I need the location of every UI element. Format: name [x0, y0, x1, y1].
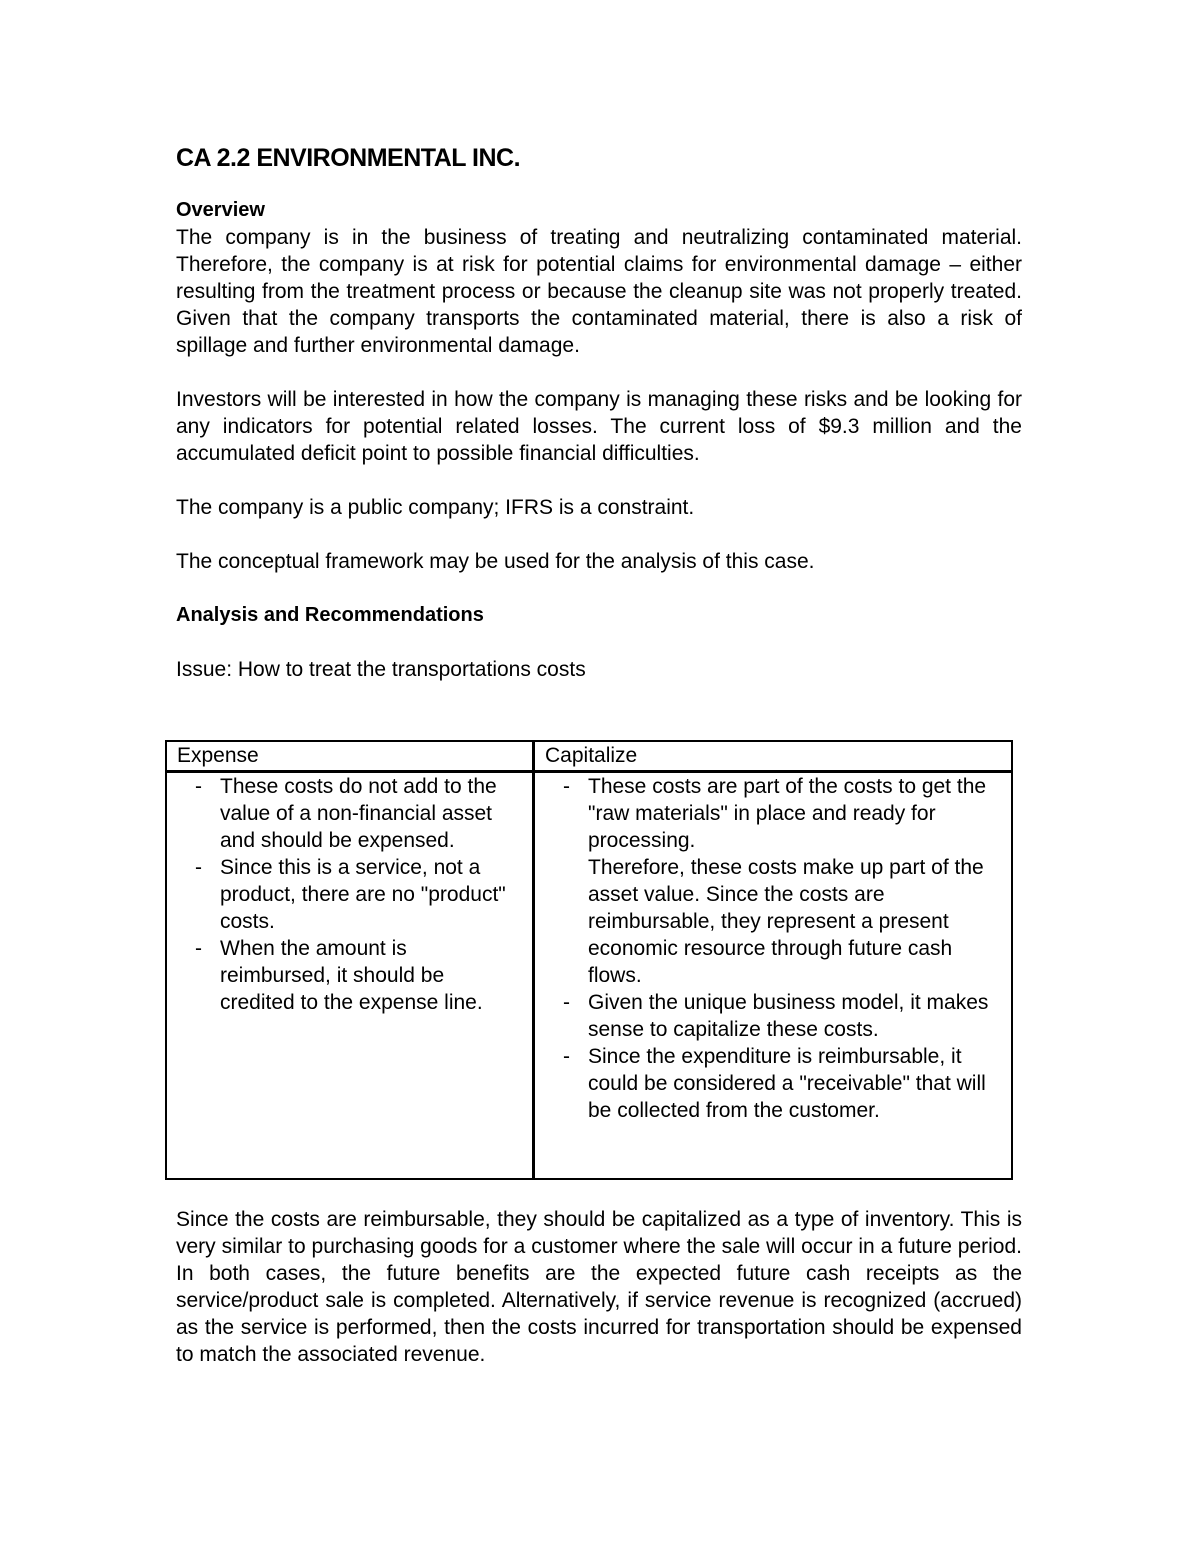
ifrs-paragraph: The company is a public company; IFRS is a constraint.: [176, 496, 695, 519]
document-page: [176, 140, 1022, 683]
expense-list: [177, 773, 522, 1016]
capitalize-cell: [534, 772, 1013, 1180]
table-header-row: [166, 741, 1012, 772]
analysis-heading: Analysis and Recommendations: [176, 604, 484, 626]
capitalize-list: [545, 773, 1001, 1124]
investors-paragraph: Investors will be interested in how the company is managing these risks and be looking for any indicators for potential related losses. The current loss of $9.3 million and the accumulated deficit point to possible financial difficulties.: [176, 388, 1022, 465]
conclusion-paragraph: Since the costs are reimbursable, they should be capitalized as a type of inventory. This is very similar to purchasing goods for a customer where the sale will occur in a future period. In both cases, the future benefits are the expected future cash receipts as the service/product sale is completed. Alternatively, if service revenue is recognized (accrued) as the service is performed, then the costs incurred for transportation should be expensed to match the associated revenue.: [176, 1208, 1022, 1366]
expense-cell: [166, 772, 534, 1180]
header-capitalize: Capitalize: [534, 741, 1013, 772]
list-item: - These costs are part of the costs to get the "raw materials" in place and ready for processing. Therefore, these costs make up part of the asset value. Since the costs are reimbursable, they represent a present economic resource through future cash flows.: [563, 775, 987, 987]
treatment-comparison-table: [165, 740, 1013, 1180]
overview-paragraph: The company is in the business of treating and neutralizing contaminated material. Therefore, the company is at risk for potential claims for environmental damage – either resulting from the treatment process or because the cleanup site was not properly treated. Given that the company transports the contaminated material, there is also a risk of spillage and further environmental damage.: [176, 226, 1022, 357]
list-item: - Since this is a service, not a product, there are no "product" costs.: [195, 856, 506, 933]
issue-statement: Issue: How to treat the transportations costs: [176, 658, 586, 681]
overview-heading: Overview: [176, 199, 265, 221]
bullet-dash: -: [195, 937, 202, 960]
table-row: [166, 772, 1012, 1180]
bullet-dash: -: [195, 775, 202, 798]
header-expense: Expense: [166, 741, 534, 772]
bullet-dash: -: [563, 1045, 570, 1068]
list-item: - Given the unique business model, it makes sense to capitalize these costs.: [563, 991, 989, 1041]
bullet-dash: -: [563, 775, 570, 798]
list-item: - These costs do not add to the value of a non-financial asset and should be expensed.: [195, 775, 497, 852]
list-item: - Since the expenditure is reimbursable, it could be considered a "receivable" that will be collected from the customer.: [563, 1045, 986, 1122]
conclusion-section: [176, 1206, 1022, 1368]
bullet-dash: -: [195, 856, 202, 879]
framework-paragraph: The conceptual framework may be used for the analysis of this case.: [176, 550, 815, 573]
bullet-dash: -: [563, 991, 570, 1014]
list-item: - When the amount is reimbursed, it should be credited to the expense line.: [195, 937, 483, 1014]
document-title: CA 2.2 ENVIRONMENTAL INC.: [176, 144, 521, 172]
